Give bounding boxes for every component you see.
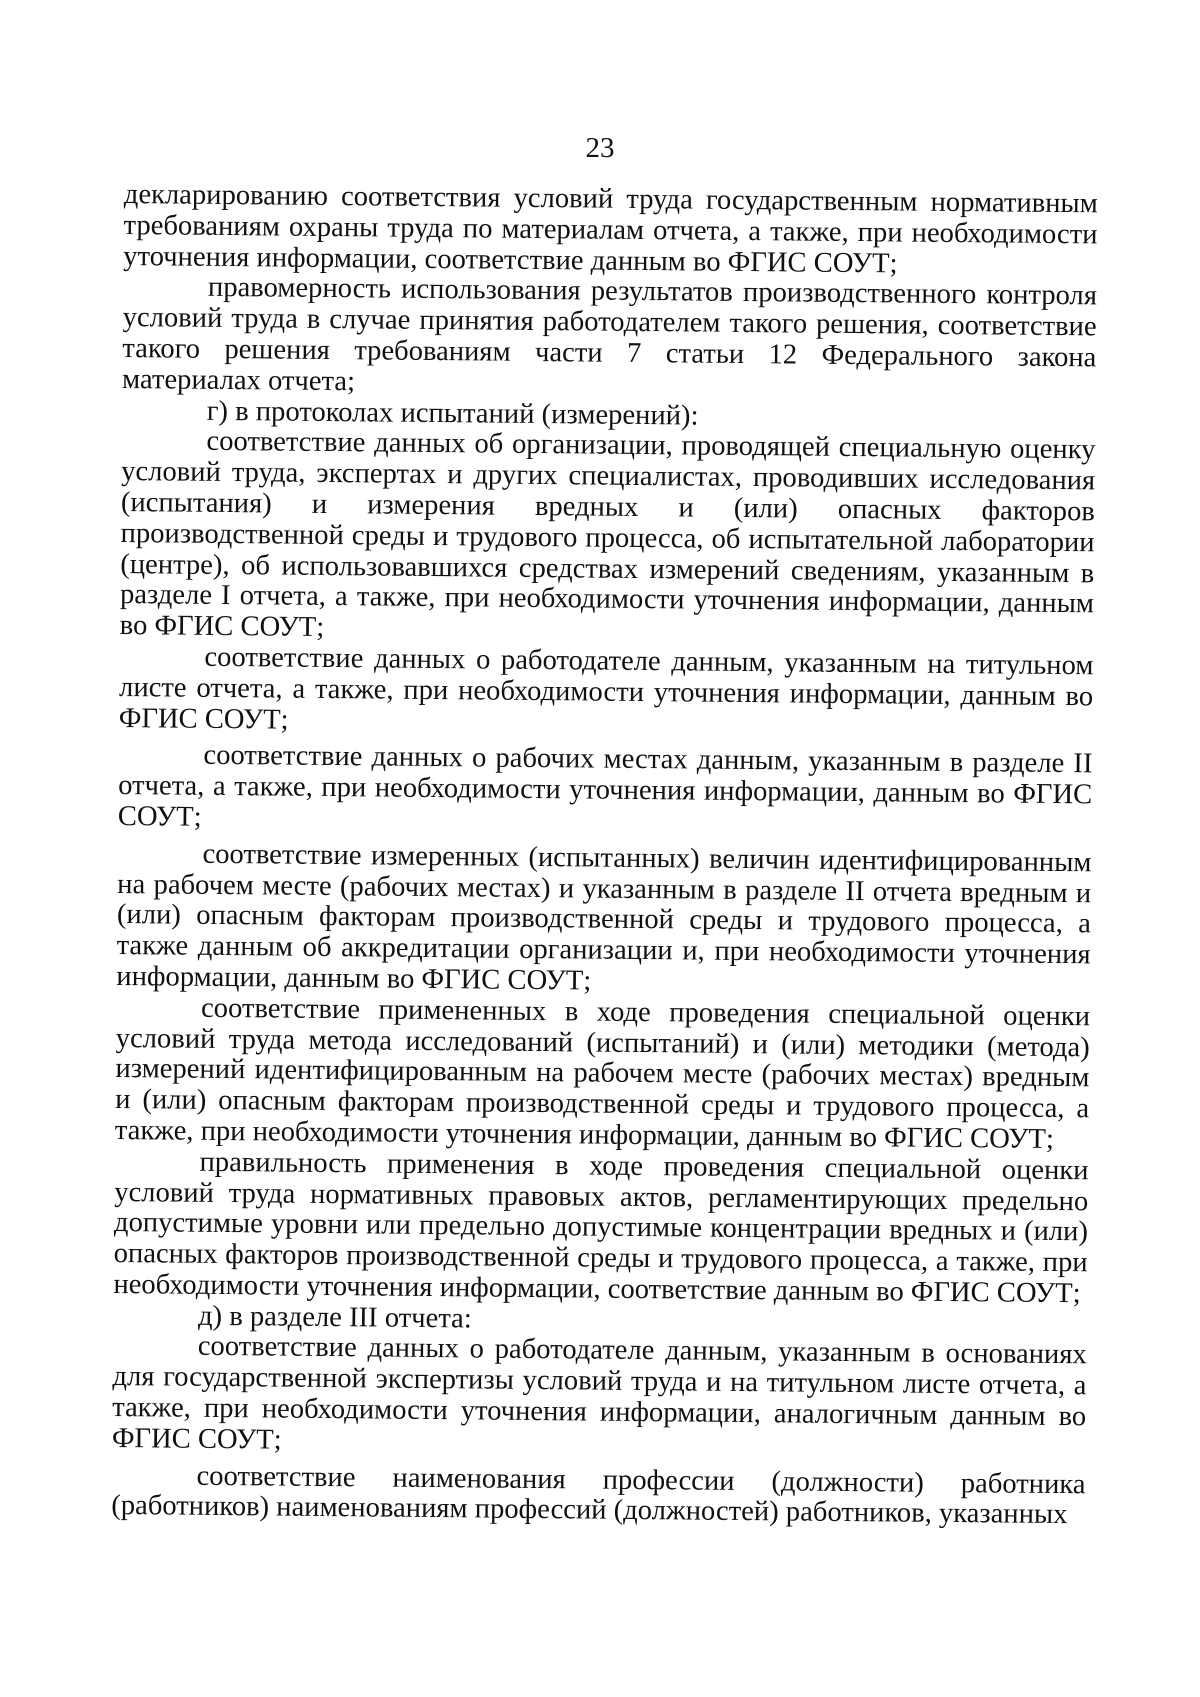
section-heading-g: г) в протоколах испытаний (измерений): xyxy=(206,395,699,432)
paragraph: соответствие примененных в ходе проведения специальной оценки условий труда метода исследований (испытаний) и (или) методики (метода) измерений идентифицированным на рабочем месте (рабочих местах) вредным и (или) опасным факторам производственной среды и трудового процесса, а также, при необходимости уточнения информации, данным во ФГИС СОУТ; xyxy=(114,992,1091,1155)
paragraph: соответствие данных о работодателе данным, указанным на титульном листе отчета, а также, при необходимости уточнения информации, данным во ФГИС СОУТ; xyxy=(118,641,1094,736)
paragraph: соответствие данных о рабочих местах данным, указанным в разделе II отчета, а также, при необходимости уточнения информации, данным во ФГИС СОУТ; xyxy=(117,740,1093,833)
paragraph: соответствие наименования профессии (должности) работника (работников) наименованиям профессий (должностей) работников, указанных xyxy=(111,1460,1086,1531)
paragraph: соответствие данных о работодателе данным, указанным в основаниях для государственной экспертизы условий труда и на титульном листе отчета, а также, при необходимости уточнения информации, аналогичным данным во ФГИС СОУТ; xyxy=(111,1331,1087,1456)
document-body xyxy=(111,180,1098,1532)
section-heading-d: д) в разделе III отчета: xyxy=(197,1300,472,1335)
paragraph: соответствие измеренных (испытанных) величин идентифицированным на рабочем месте (рабочих местах) и указанным в разделе II отчета вредным и (или) опасным факторам производственной среды и трудового процесса, а также данным об аккредитации организации и, при необходимости уточнения информации, данным во ФГИС СОУТ; xyxy=(116,838,1092,997)
page-number: 23 xyxy=(585,132,615,164)
paragraph-continuation: декларированию соответствия условий труда государственным нормативным требованиям охраны труда по материалам отчета, а также, при необходимости уточнения информации, соответствие данным во ФГИС СОУТ; xyxy=(123,179,1098,280)
paragraph: соответствие данных об организации, проводящей специальную оценку условий труда, экспертах и других специалистах, проводивших исследования (испытания) и измерения вредных и (или) опасных факторов производственной среды и трудового процесса, об испытательной лаборатории (центре), об использовавшихся средствах измерений сведениям, указанным в разделе I отчета, а также, при необходимости уточнения информации, данным во ФГИС СОУТ; xyxy=(119,426,1096,644)
paragraph: правильность применения в ходе проведения специальной оценки условий труда нормативных правовых актов, регламентирующих предельно допустимые уровни или предельно допустимые концентрации вредных и (или) опасных факторов производственной среды и трудового процесса, а также, при необходимости уточнения информации, соответствие данным во ФГИС СОУТ; xyxy=(113,1146,1089,1310)
paragraph: правомерность использования результатов производственного контроля условий труда в случае принятия работодателем такого решения, соответствие такого решения требованиям части 7 статьи 12 Федерального закона материалах отчета; xyxy=(121,272,1098,398)
